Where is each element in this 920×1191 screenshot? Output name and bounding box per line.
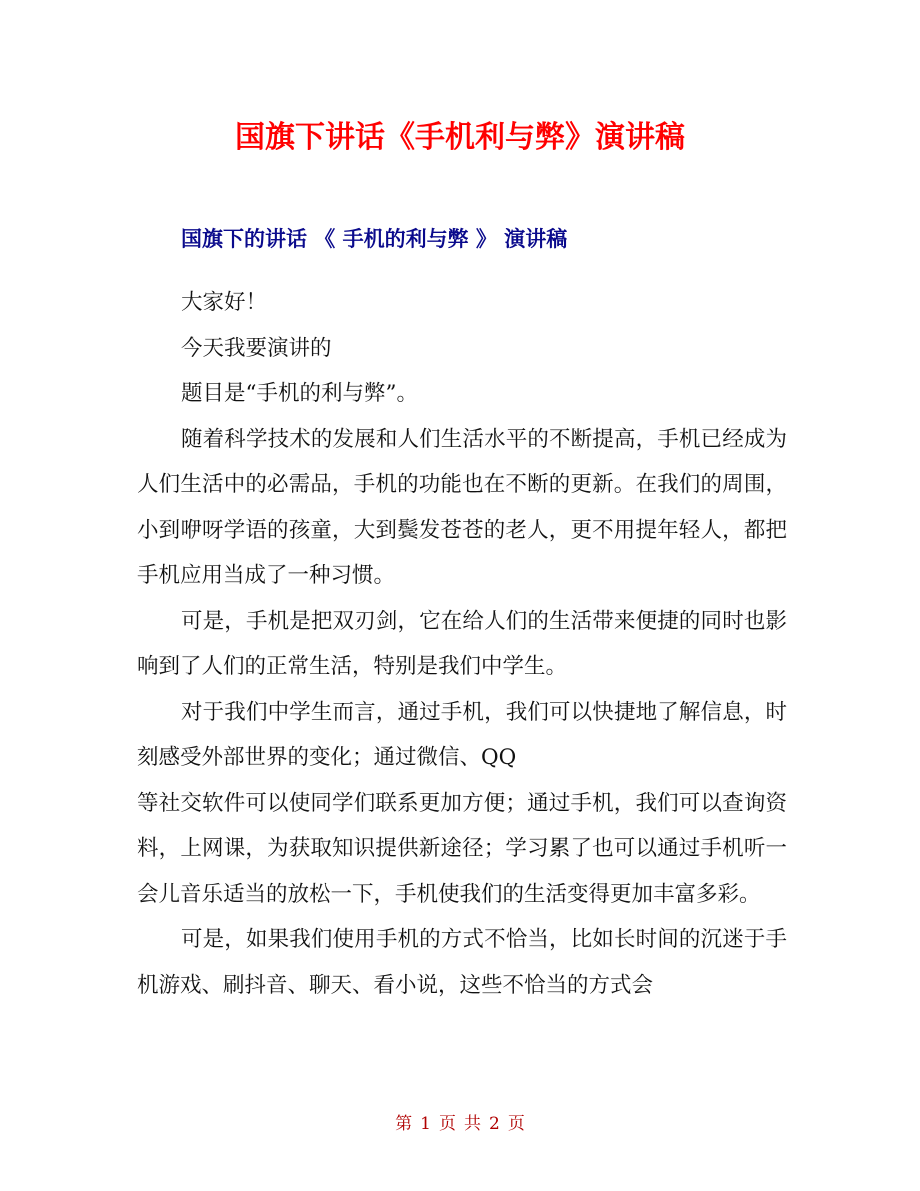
document-body (137, 280, 787, 1008)
document-title: 国旗下讲话《手机利与弊》演讲稿 (235, 120, 685, 155)
current-page-number: 1 (420, 1114, 431, 1134)
paragraph-benefits: 对于我们中学生而言，通过手机，我们可以快捷地了解信息，时刻感受外部世界的变化；通过微信、QQ (137, 699, 787, 770)
paragraph-intro: 今天我要演讲的 (181, 335, 332, 361)
paragraph-background: 随着科学技术的发展和人们生活水平的不断提高，手机已经成为人们生活中的必需品，手机的功能也在不断的更新。在我们的周围，小到咿呀学语的孩童，大到鬓发苍苍的老人，更不用提年轻人，都把手机应用当成了一种习惯。 (137, 426, 787, 588)
page-footer (0, 1112, 920, 1136)
paragraph-drawbacks: 可是，如果我们使用手机的方式不恰当，比如长时间的沉迷于手机游戏、刷抖音、聊天、看小说，这些不恰当的方式会 (137, 927, 787, 998)
page-label-prefix: 第 (395, 1114, 413, 1134)
paragraph-double-edged: 可是，手机是把双刃剑，它在给人们的生活带来便捷的同时也影响到了人们的正常生活，特别是我们中学生。 (137, 608, 787, 679)
page-label-mid: 页 (439, 1114, 456, 1134)
total-pages-number: 2 (489, 1114, 500, 1134)
paragraph-greeting: 大家好！ (181, 290, 268, 315)
document-subtitle: 国旗下的讲话 《 手机的利与弊 》 演讲稿 (181, 227, 568, 251)
total-label: 共 (464, 1114, 481, 1134)
page-label-suffix: 页 (507, 1114, 525, 1134)
paragraph-benefits-continued: 等社交软件可以使同学们联系更加方便；通过手机，我们可以查询资料，上网课，为获取知识提供新途径；学习累了也可以通过手机听一会儿音乐适当的放松一下，手机使我们的生活变得更加丰富多彩。 (137, 790, 787, 907)
paragraph-topic: 题目是“手机的利与弊”。 (181, 381, 418, 406)
